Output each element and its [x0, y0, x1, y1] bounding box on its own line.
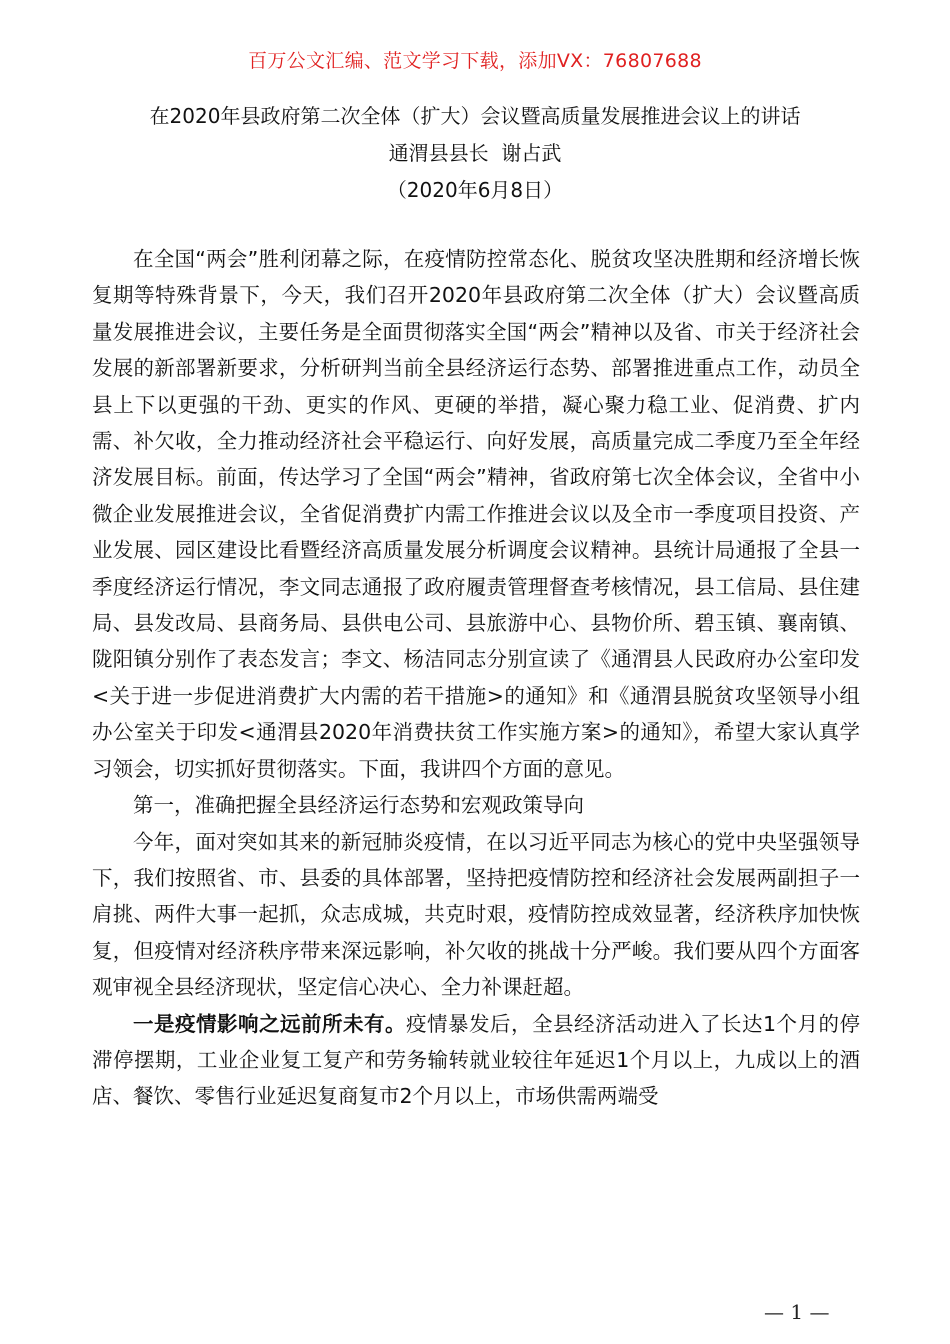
section-paragraph: 今年，面对突如其来的新冠肺炎疫情，在以习近平同志为核心的党中央坚强领导下，我们按照省、市、县委的具体部署，坚持把疫情防控和经济社会发展两副担子一肩挑、两件大事一起抓，众志成城，共克时艰，疫情防控成效显著，经济秩序加快恢复，但疫情对经济秩序带来深远影响，补欠收的挑战十分严峻。我们要从四个方面客观审视全县经济现状，坚定信心决心、全力补课赶超。 [92, 829, 860, 1000]
watermark-header: 百万公文汇编、范文学习下载，添加VX：76807688 [248, 50, 702, 72]
speaker-line: 通渭县县长 谢占武 [388, 141, 562, 165]
point-heading: 一是疫情影响之远前所未有。 [133, 1011, 406, 1036]
speech-date: （2020年6月8日） [386, 178, 564, 202]
point-text: 疫情暴发后，全县经济活动进入了长达1个月的停滞停摆期，工业企业复工复产和劳务输转就业较往年延迟1个月以上，九成以上的酒店、餐饮、零售行业延迟复商复市2个月以上，市场供需两端受 [92, 1011, 860, 1109]
point-paragraph [92, 1006, 860, 1115]
page-number: — 1 — [764, 1300, 830, 1324]
title-block [0, 98, 950, 209]
document-body [92, 241, 860, 1115]
intro-paragraph: 在全国“两会”胜利闭幕之际，在疫情防控常态化、脱贫攻坚决胜期和经济增长恢复期等特殊背景下，今天，我们召开2020年县政府第二次全体（扩大）会议暨高质量发展推进会议，主要任务是全面贯彻落实全国“两会”精神以及省、市关于经济社会发展的新部署新要求，分析研判当前全县经济运行态势、部署推进重点工作，动员全县上下以更强的干劲、更实的作风、更硬的举措，凝心聚力稳工业、促消费、扩内需、补欠收，全力推动经济社会平稳运行、向好发展，高质量完成二季度乃至全年经济发展目标。前面，传达学习了全国“两会”精神，省政府第七次全体会议，全省中小微企业发展推进会议，全省促消费扩内需工作推进会议以及全市一季度项目投资、产业发展、园区建设比看暨经济高质量发展分析调度会议精神。县统计局通报了全县一季度经济运行情况，李文同志通报了政府履责管理督查考核情况，县工信局、县住建局、县发改局、县商务局、县供电公司、县旅游中心、县物价所、碧玉镇、襄南镇、陇阳镇分别作了表态发言；李文、杨洁同志分别宣读了《通渭县人民政府办公室印发<关于进一步促进消费扩大内需的若干措施>的通知》和《通渭县脱贫攻坚领导小组办公室关于印发<通渭县2020年消费扶贫工作实施方案>的通知》，希望大家认真学习领会，切实抓好贯彻落实。下面，我讲四个方面的意见。 [92, 247, 860, 781]
document-title: 在2020年县政府第二次全体（扩大）会议暨高质量发展推进会议上的讲话 [149, 104, 801, 128]
section-heading: 第一，准确把握全县经济运行态势和宏观政策导向 [133, 793, 584, 818]
